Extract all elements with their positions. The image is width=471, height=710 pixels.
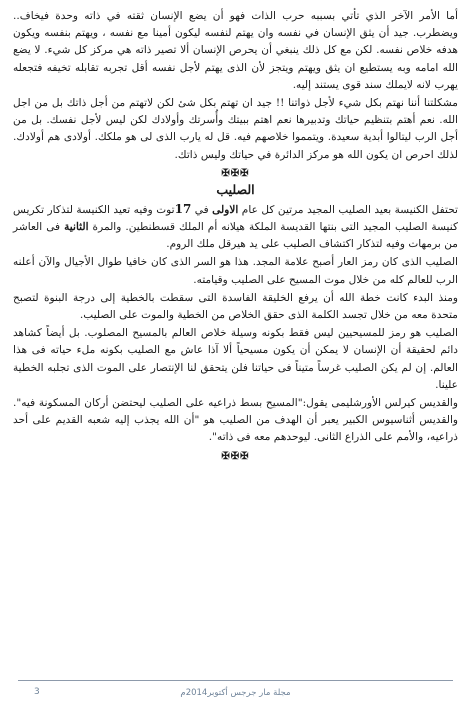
section-paragraph-3: ومنذ البدء كانت خطة الله أن يرفع الخليقة الفاسدة التى سقطت بالخطية إلى درجة البنوة لتصبح متحدة معه من خلال تجسد الكلمة الذى حقق الخلاص من الخطية والموت على الصليب. xyxy=(13,291,458,322)
intro-paragraph-1: أما الأمر الآخر الذي تأتي بسببه حرب الذات فهو أن يضع الإنسان ثقته في ذاته وحدة فيخاف.. ويضطرب. جيد أن يثق الإنسان في نفسه وان يهتم لنفسه ليكون أمينا مع نفسه ، ويهتم بنفسه ويكون هدفه خلاص نفسه. لكن مع كل ذلك ينبغي أن يحرص الإنسان ألا تصير ذاته هي مركز كل شيء. لا يضع الله امامه وبه يستطيع ان يثق ويهتم ويتجز لأن الذى يهتم لأجل نفسه أقل تجربه تقابله تخيفه فتجعله يهرب لانه لايملك سند قوى يستند إليه. xyxy=(13,10,458,91)
section-paragraph-1 xyxy=(13,201,458,254)
section-paragraph-2: الصليب الذى كان رمز العار أصبح علامة المجد. هذا هو السر الذى كان خافيا طوال الأجيال والآن أعلنه الرب للعالم كله من خلال موت المسيح على الصليب وقيامته. xyxy=(13,256,458,286)
page-number: 3 xyxy=(34,687,40,697)
second-feast-label: الثانية xyxy=(64,221,89,234)
section-paragraph-5: والقديس كيرلس الأورشليمى يقول:"المسيح بسط ذراعيه على الصليب ليحتضن أركان المسكونة فيه". والقديس أثناسيوس الكبير يعبر أن الهدف من الصليب هو "أن الله يجذب إليه شعبه القديم على أحد ذراعيه، والأمم على الذراع الثانى. ليوحدهم معه فى ذاته". xyxy=(13,397,458,444)
footer-journal-title: مجلة مار جرجس أكتوبر2014م xyxy=(180,688,291,698)
preposition-in: في xyxy=(194,203,209,216)
footer-divider-line xyxy=(18,680,453,681)
page-footer xyxy=(0,680,471,710)
intro-paragraph-2: مشكلتنا أننا نهتم بكل شيء لأجل ذواتنا !! جيد ان تهتم بكل شئ لكن لاتهتم من أجل ذاتك بل من اجل الله. نعم أهتم بتنظيم حياتك وتدبيرها نعم اهتم ببيتك وأُسرتك وأولادك لكن ليس لأجل نفسك. بل من أجل الرب ليتالوا أبدية سعيدة. ويتمموا خلاصهم فيه. قل له يارب الذى لى هو ملكك. أولادى هم أولادك. لذلك احرص ان يكون الله هو مركز الدائرة في حياتك وليس ذاتك. xyxy=(13,97,458,161)
first-feast-label: الاولى xyxy=(212,203,239,216)
paragraph-1-end-text: فى العاشر من برمهات وفيه لتذكار اكتشاف الصليب على يد هيرقل ملك الروم. xyxy=(13,221,458,251)
paragraph-1-intro-text: تحتفل الكنيسة بعيد الصليب المجيد مرتين كل عام xyxy=(241,203,458,216)
paragraph-1-middle-text: توت وفيه تعيد الكنيسة لتذكار تكريس كنيسة الصليب المجيد التى بنتها القديسة الملكة هيلانه أم الملك قسطنطين. والمرة xyxy=(13,203,458,234)
section-title: الصليب xyxy=(216,181,255,197)
section-divider-ornament: ✠✠✠ xyxy=(221,167,250,179)
feast-day-number: 17 xyxy=(174,201,192,216)
closing-divider-ornament: ✠✠✠ xyxy=(221,450,250,462)
article-body xyxy=(13,8,458,464)
section-paragraph-4: الصليب هو رمز للمسيحيين ليس فقط بكونه وسيلة خلاص العالم بالمسيح المصلوب. بل أيضاً كشاهد دائم لحقيقة أن الإنسان لا يمكن أن يكون مسيحياً ألا آذا عاش مع الصليب بكونه ملء حياته فى هذا العالم. إن لم يكن الصليب غرساً متيناً فى حياتنا فلن يتحقق لنا الإنتصار على الموت الذى تجلبه الخطية علينا. xyxy=(13,327,458,391)
